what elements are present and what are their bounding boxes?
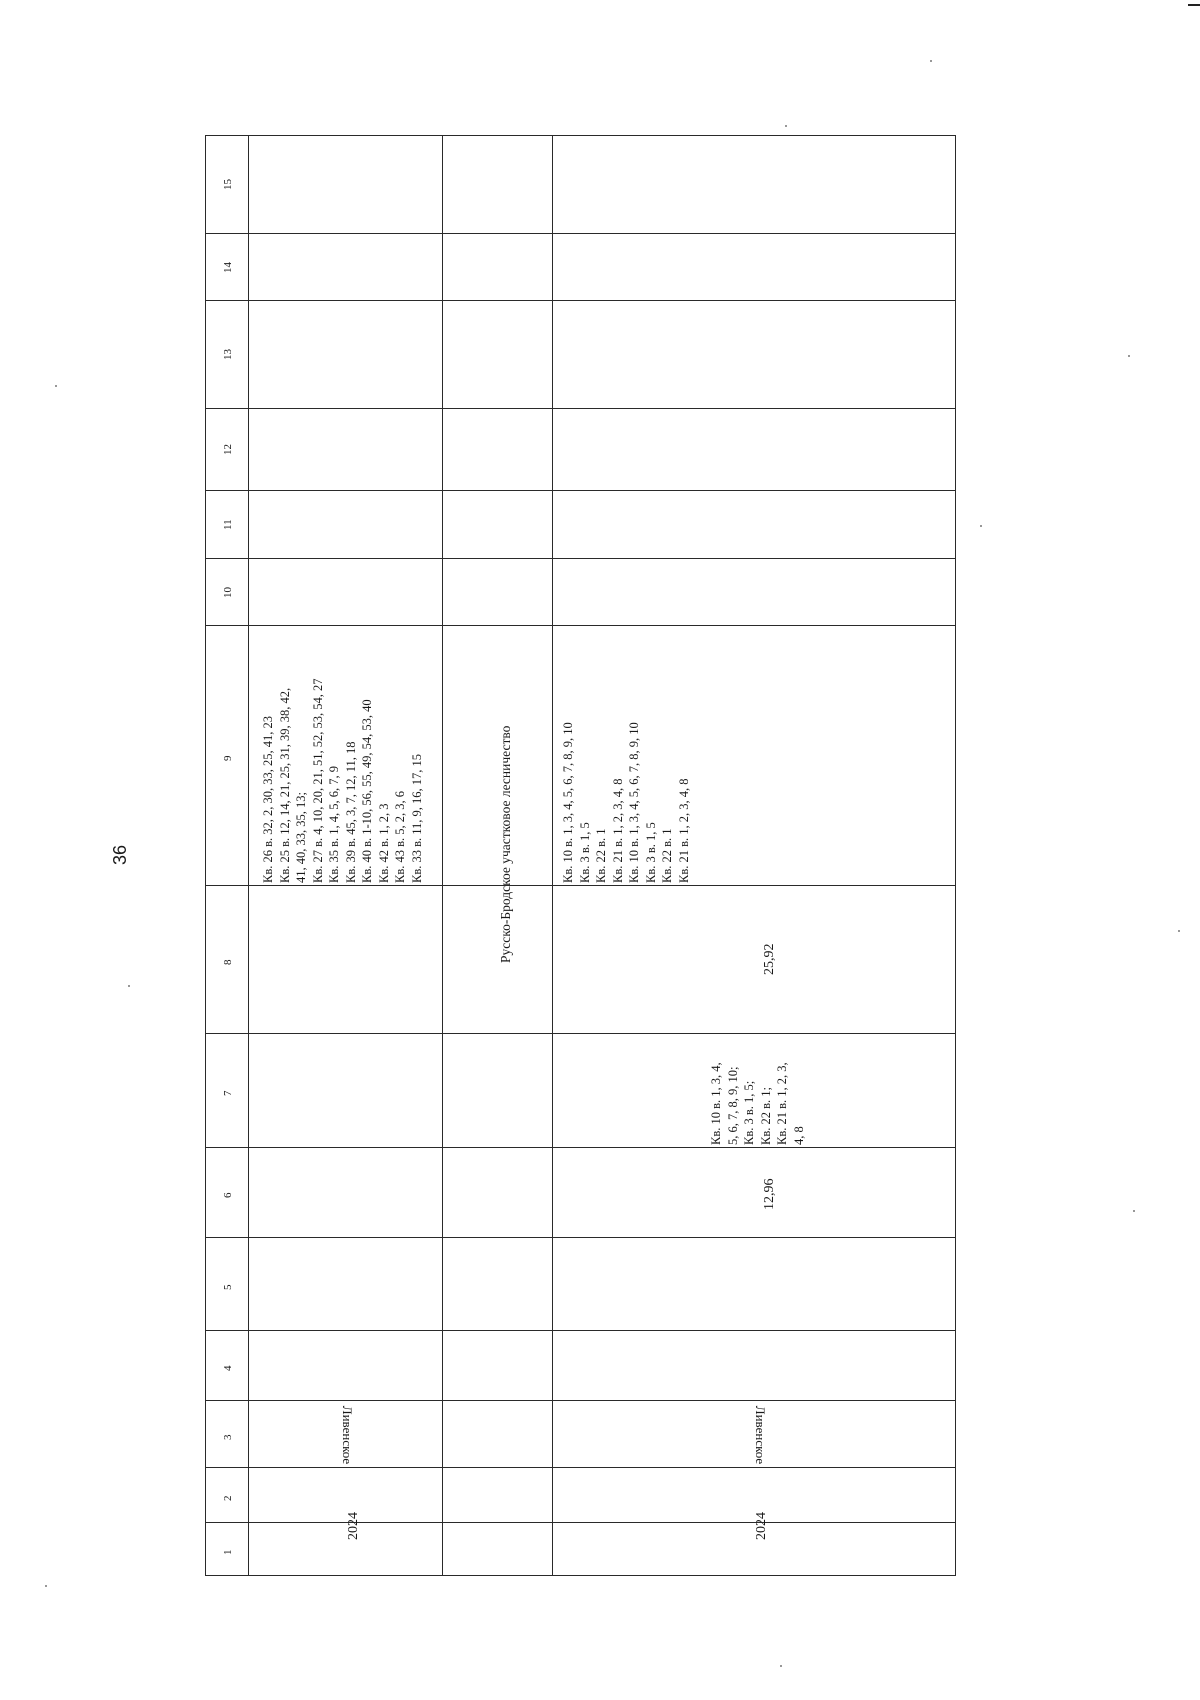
cell-line: Кв. 43 в. 5, 2, 3, 6 [393, 790, 407, 883]
column-divider [205, 233, 956, 234]
cell-line: Кв. 39 в. 45, 3, 7, 12, 11, 18 [343, 741, 358, 883]
cell-line: Кв. 33 в. 11, 9, 16, 17, 15 [409, 753, 424, 883]
column-number-1: 1 [222, 1549, 234, 1555]
cell-line: 41, 40, 33, 35, 13; [294, 792, 308, 883]
cell-line: Кв. 40 в. 1-10, 56, 55, 49, 54, 53, 40 [360, 699, 374, 883]
column-divider [205, 625, 956, 626]
cell-line: Кв. 10 в. 1, 3, 4, 5, 6, 7, 8, 9, 10 [561, 722, 575, 883]
cell-line: Кв. 3 в. 1, 5 [577, 822, 592, 883]
cell-line: Кв. 26 в. 32, 2, 30, 33, 25, 41, 23 [261, 715, 275, 883]
table-border-bottom [205, 1575, 956, 1576]
cell-line: Кв. 21 в. 1, 2, 3, 4, 8 [610, 778, 625, 883]
scan-speck [1178, 930, 1180, 932]
column-divider [205, 1330, 956, 1331]
column-number-7: 7 [222, 1090, 234, 1096]
scan-speck [55, 385, 57, 387]
cell-line: Кв. 42 в. 1, 2, 3 [376, 803, 391, 883]
column-divider [205, 558, 956, 559]
cell-line: Кв. 22 в. 1; [758, 1087, 773, 1145]
scan-speck [1128, 355, 1130, 357]
cell-line: Кв. 10 в. 1, 3, 4, [709, 1062, 723, 1145]
table-border-top [205, 135, 956, 136]
scan-speck [128, 985, 130, 987]
column-number-10: 10 [222, 586, 234, 598]
column-number-15: 15 [222, 179, 234, 190]
cell-line: Кв. 10 в. 1, 3, 4, 5, 6, 7, 8, 9, 10 [627, 722, 641, 883]
row1-col9-text [260, 678, 425, 883]
cell-line: Кв. 25 в. 12, 14, 21, 25, 31, 39, 38, 42, [277, 687, 292, 883]
column-number-3: 3 [222, 1434, 234, 1440]
column-number-12: 12 [222, 444, 234, 455]
row3-col8: 25,92 [762, 943, 777, 975]
cell-line: Кв. 27 в. 4, 10, 20, 21, 51, 52, 53, 54, 27 [310, 678, 325, 883]
column-number-6: 6 [222, 1192, 234, 1198]
row1-district: Ливенское [340, 1405, 355, 1465]
column-number-5: 5 [222, 1284, 234, 1290]
column-number-9: 9 [222, 755, 234, 761]
cell-line: 4, 8 [791, 1126, 806, 1145]
scan-speck [980, 525, 982, 527]
scan-speck [930, 60, 932, 62]
table-border-left [205, 135, 206, 1575]
row-divider [552, 135, 553, 1575]
row3-col9-text [560, 722, 692, 883]
column-divider [205, 408, 956, 409]
cell-line: Кв. 3 в. 1, 5 [643, 822, 658, 883]
column-number-14: 14 [222, 261, 234, 273]
column-divider [205, 1147, 956, 1148]
row3-col6: 12,96 [762, 1178, 777, 1210]
column-divider [205, 1467, 956, 1468]
column-divider [205, 300, 956, 301]
cell-line: Кв. 22 в. 1 [594, 828, 608, 883]
column-divider [205, 1400, 956, 1401]
scan-speck [45, 1585, 47, 1587]
scan-speck [780, 1665, 782, 1667]
page-number: 36 [110, 844, 130, 866]
column-number-13: 13 [222, 349, 234, 360]
cell-line: Кв. 3 в. 1, 5; [742, 1080, 756, 1145]
cell-line: Кв. 22 в. 1 [660, 828, 674, 883]
column-number-4: 4 [222, 1365, 234, 1371]
cell-line: Кв. 21 в. 1, 2, 3, 4, 8 [676, 778, 691, 883]
column-divider [205, 1033, 956, 1034]
cell-line: 5, 6, 7, 8, 9, 10; [725, 1066, 740, 1145]
column-divider [205, 885, 956, 886]
row1-year: 2024 [346, 1512, 361, 1540]
scan-speck [1133, 1210, 1135, 1212]
row3-year: 2024 [754, 1512, 769, 1540]
header-divider [248, 135, 249, 1575]
edge-mark [1188, 4, 1200, 6]
table-border-right [955, 135, 956, 1575]
row3-district: Ливенское [753, 1405, 768, 1465]
column-number-2: 2 [222, 1495, 234, 1501]
section-title: Русско-Бродское участковое лесничество [498, 725, 513, 963]
column-number-11: 11 [222, 519, 234, 530]
cell-line: Кв. 21 в. 1, 2, 3, [775, 1062, 789, 1145]
column-divider [205, 1237, 956, 1238]
cell-line: Кв. 35 в. 1, 4, 5, 6, 7, 9 [327, 765, 341, 883]
column-divider [205, 490, 956, 491]
scan-speck [785, 125, 787, 127]
row3-col7-text [708, 1062, 807, 1145]
column-divider [205, 1522, 956, 1523]
column-number-8: 8 [222, 959, 234, 965]
row-divider [442, 135, 443, 1575]
